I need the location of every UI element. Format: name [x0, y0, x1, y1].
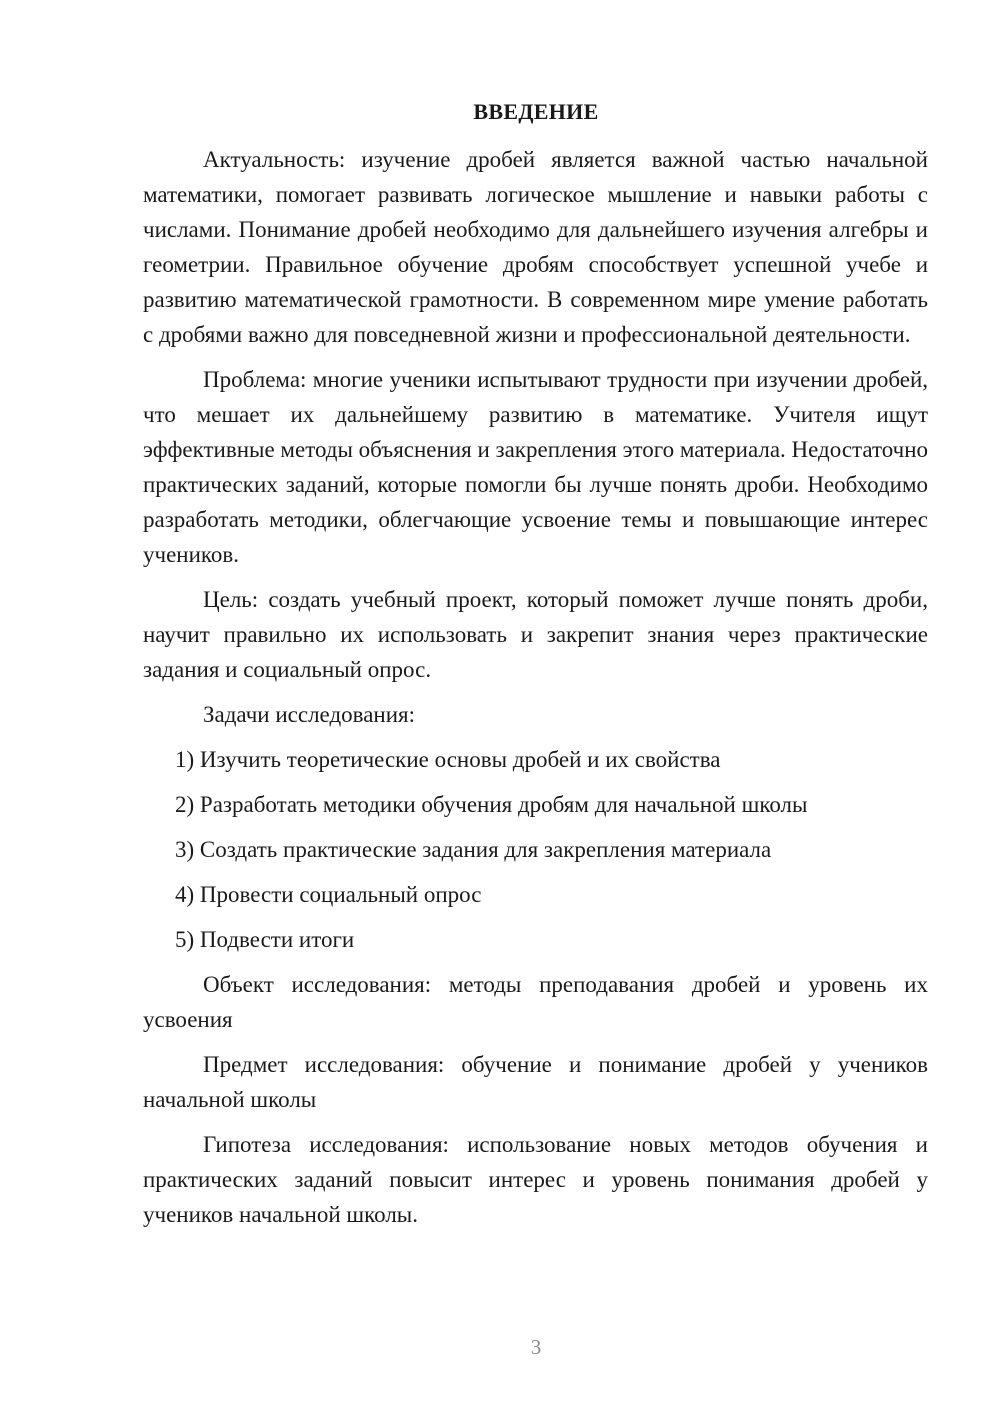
task-item: 5) Подвести итоги: [175, 927, 355, 952]
task-item: 3) Создать практические задания для закрепления материала: [175, 837, 772, 862]
task-item: 2) Разработать методики обучения дробям для начальной школы: [175, 792, 808, 817]
problem-paragraph: Проблема: многие ученики испытывают трудности при изучении дробей, что мешает их дальнейшему развитию в математике. Учителя ищут эффективные методы объяснения и закрепления этого материала. Недостаточно практических заданий, которые помогли бы лучше понять дроби. Необходимо разработать методики, облегчающие усвоение темы и повышающие интерес учеников.: [143, 367, 929, 567]
page-number: 3: [530, 1335, 542, 1359]
page-title: ВВЕДЕНИЕ: [473, 99, 599, 124]
tasks-list: [143, 742, 928, 957]
object-paragraph: Объект исследования: методы преподавания дробей и уровень их усвоения: [143, 972, 928, 1032]
task-item: 4) Провести социальный опрос: [175, 882, 482, 907]
task-item: 1) Изучить теоретические основы дробей и их свойства: [175, 747, 721, 772]
subject-paragraph: Предмет исследования: обучение и понимание дробей у учеников начальной школы: [143, 1052, 928, 1112]
page-body: [143, 142, 928, 1242]
relevance-paragraph: Актуальность: изучение дробей является важной частью начальной математики, помогает развивать логическое мышление и навыки работы с числами. Понимание дробей необходимо для дальнейшего изучения алгебры и геометрии. Правильное обучение дробям способствует успешной учебе и развитию математической грамотности. В современном мире умение работать с дробями важно для повседневной жизни и профессиональной деятельности.: [143, 147, 928, 347]
goal-paragraph: Цель: создать учебный проект, который поможет лучше понять дроби, научит правильно их использовать и закрепит знания через практические задания и социальный опрос.: [143, 587, 928, 682]
tasks-heading: Задачи исследования:: [203, 702, 416, 727]
hypothesis-paragraph: Гипотеза исследования: использование новых методов обучения и практических заданий повысит интерес и уровень понимания дробей у учеников начальной школы.: [143, 1132, 928, 1227]
